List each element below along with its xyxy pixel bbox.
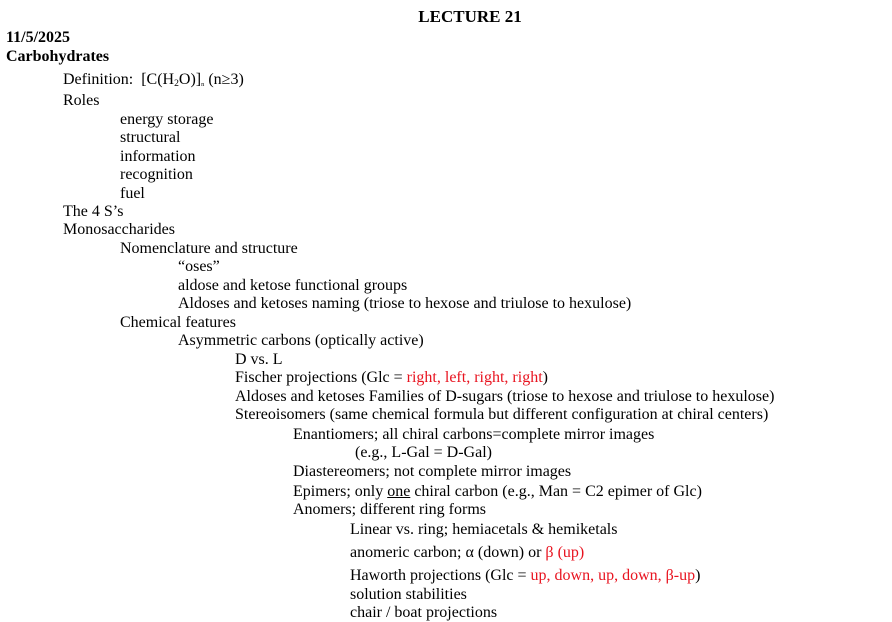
role-item: fuel [120,185,145,202]
roles-heading: Roles [63,92,100,109]
nomenclature-item: Aldoses and ketoses naming (triose to hexose and triulose to hexulose) [178,295,632,312]
haworth-suffix: ) [695,567,701,584]
formula-condition: (n≥3) [208,71,244,88]
role-item: structural [120,129,181,146]
nomenclature-heading: Nomenclature and structure [120,240,298,257]
fischer-projections [235,368,548,387]
enantiomers-example: (e.g., L-Gal = D-Gal) [355,444,492,461]
topic-heading: Carbohydrates [6,48,110,65]
role-item: recognition [120,166,193,183]
stereoisomers: Stereoisomers (same chemical formula but different configuration at chiral centers) [235,406,769,423]
formula-sub-2: 2 [174,78,179,89]
lecture-title: LECTURE 21 [418,7,522,26]
anomeric-carbon [350,543,584,562]
anomeric-highlight: β (up) [545,544,585,561]
solution-stabilities: solution stabilities [350,586,467,603]
role-item: information [120,148,196,165]
nomenclature-item: “oses” [178,258,220,275]
epimers [293,482,702,501]
epimers-underlined: one [387,483,411,500]
lecture-date: 11/5/2025 [6,29,71,46]
asymmetric-carbons: Asymmetric carbons (optically active) [178,332,424,349]
d-vs-l: D vs. L [235,351,283,368]
anomeric-prefix: anomeric carbon; α (down) or [350,544,546,561]
formula-mid: O)] [178,71,202,88]
nomenclature-item: aldose and ketose functional groups [178,277,408,294]
d-sugar-families: Aldoses and ketoses Families of D-sugars (triose to hexose and triulose to hexulose) [235,388,775,405]
linear-vs-ring: Linear vs. ring; hemiacetals & hemiketals [350,521,618,538]
diastereomers: Diastereomers; not complete mirror images [293,463,572,480]
monosaccharides-heading: Monosaccharides [63,221,175,238]
role-item: energy storage [120,111,214,128]
epimers-suffix: chiral carbon (e.g., Man = C2 epimer of Glc) [410,483,702,500]
fischer-suffix: ) [542,369,548,386]
fischer-highlight: right, left, right, right [406,369,543,386]
haworth-prefix: Haworth projections (Glc = [350,567,531,584]
anomers: Anomers; different ring forms [293,501,486,518]
formula-sub-n: n [201,81,205,88]
cutoff-line: chair / boat projections [350,604,498,621]
formula-open: [C(H [141,71,175,88]
enantiomers: Enantiomers; all chiral carbons=complete mirror images [293,426,655,443]
haworth-highlight: up, down, up, down, β-up [530,567,696,584]
definition-label: Definition: [63,71,134,88]
epimers-prefix: Epimers; only [293,483,388,500]
chemical-features-heading: Chemical features [120,314,236,331]
four-s-heading: The 4 S’s [63,203,124,220]
fischer-prefix: Fischer projections (Glc = [235,369,407,386]
haworth-projections [350,566,700,585]
